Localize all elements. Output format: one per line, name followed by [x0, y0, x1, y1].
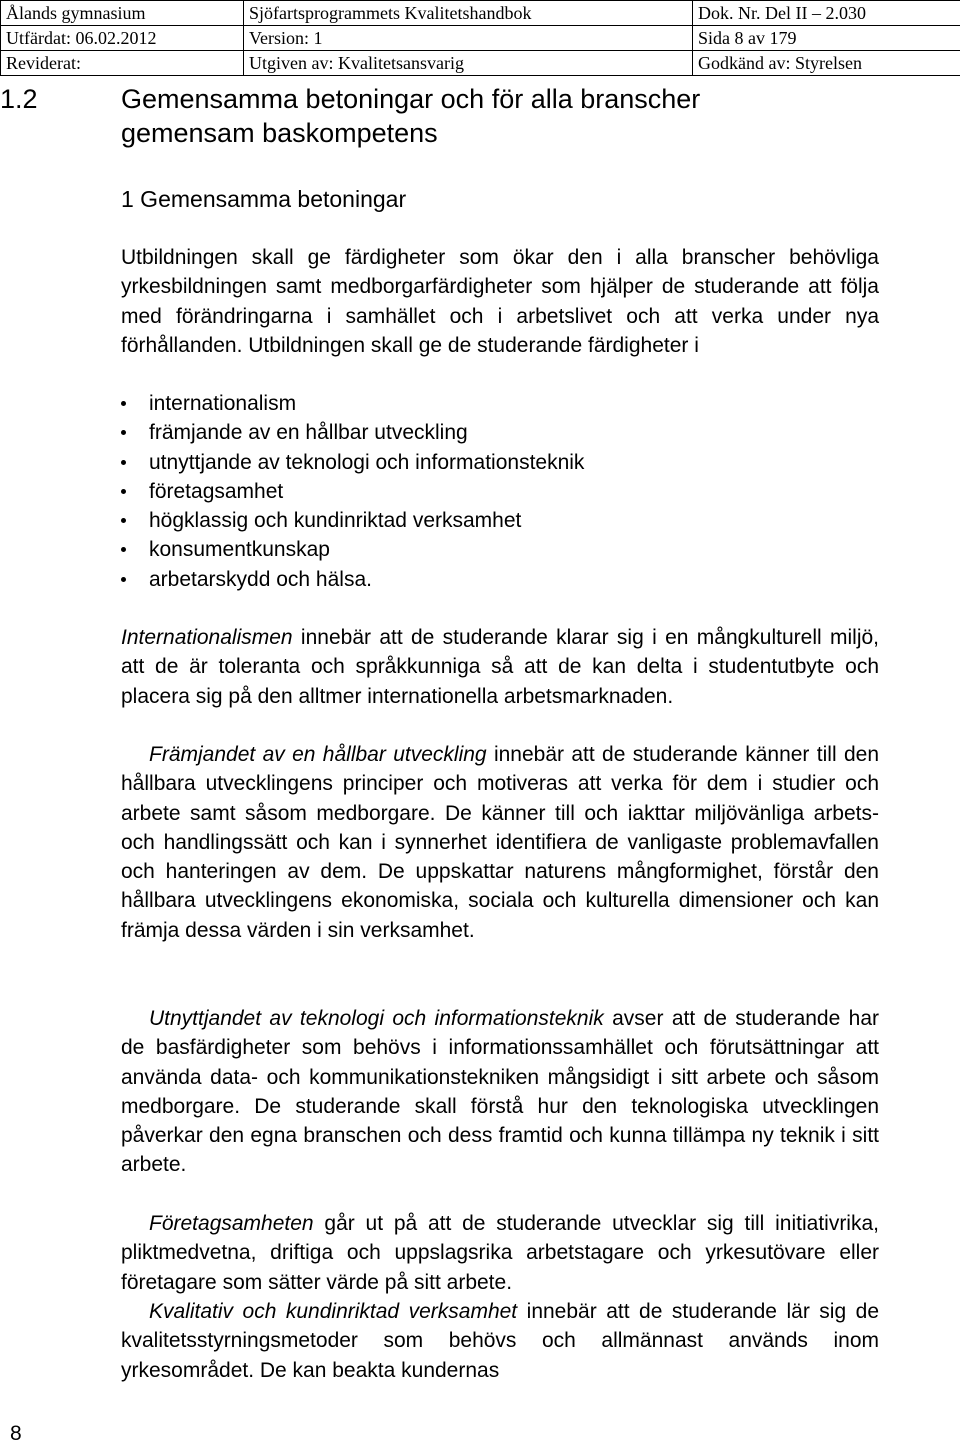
- page-count: Sida 8 av 179: [693, 26, 960, 51]
- skills-list: [121, 389, 584, 594]
- version: Version: 1: [244, 26, 693, 51]
- section-number: 1.2: [0, 84, 38, 114]
- header-row: [1, 26, 960, 51]
- subsection-heading: 1 Gemensamma betoningar: [121, 186, 407, 212]
- bullet-icon: [121, 577, 126, 582]
- document-number: Dok. Nr. Del II – 2.030: [693, 1, 960, 26]
- issued-date: Utfärdat: 06.02.2012: [1, 26, 244, 51]
- bullet-icon: [121, 547, 126, 552]
- list-item: arbetarskydd och hälsa.: [121, 565, 584, 594]
- intro-paragraph: Utbildningen skall ge färdigheter som ökar den i alla branscher behövliga yrkesbildningen samt medborgarfärdigheter som hjälper de studerande att följa med förändringarna i samhället och i arbetslivet och att verka under nya förhållanden. Utbildningen skall ge de studerande färdigheter i: [121, 246, 879, 357]
- bullet-icon: [121, 430, 126, 435]
- document-header: [0, 0, 960, 76]
- list-item: konsumentkunskap: [121, 535, 584, 564]
- header-row: [1, 51, 960, 76]
- paragraph-technology: Utnyttjandet av teknologi och informationsteknik avser att de studerande har de basfärdigheter som behövs i informationssamhället och förutsättningar att använda data- och kommunikationstekniken mångsidigt i sitt arbete och såsom medborgare. De studerande skall förstå hur den teknologiska utvecklingen påverkar den egna branschen och dess framtid och kunna tillämpa ny teknik i sitt arbete.: [121, 1007, 879, 1177]
- paragraph-sustainability: Främjandet av en hållbar utveckling innebär att de studerande känner till den hållbara utvecklingens principer och motiveras att verka för dem i studier och arbete samt såsom medborgare. De känner till och iakttar miljövänliga arbets- och handlingssätt och kan i synnerhet identifiera de vanligaste problemavfallen och hanteringen av dem. De uppskattar naturens mångformighet, förstår den hållbara utvecklingens ekonomiska, sociala och kulturella dimensioner och kan främja dessa värden i sin verksamhet.: [121, 743, 879, 942]
- paragraph-internationalism: Internationalismen innebär att de studerande klarar sig i en mångkulturell miljö, att de är toleranta och språkkunniga så att de kan delta i studentutbyte och placera sig på den alltmer internationella arbetsmarknaden.: [121, 626, 879, 708]
- revised-label: Reviderat:: [1, 51, 244, 76]
- page-number: 8: [10, 1422, 22, 1445]
- list-item: företagsamhet: [121, 477, 584, 506]
- issued-by: Utgiven av: Kvalitetsansvarig: [244, 51, 693, 76]
- bullet-icon: [121, 401, 126, 406]
- bullet-icon: [121, 460, 126, 465]
- bullet-icon: [121, 489, 126, 494]
- paragraph-entrepreneurship: Företagsamheten går ut på att de studerande utvecklar sig till initiativrika, pliktmedvetna, driftiga och uppslagsrika arbetstagare och yrkesutövare eller företagare som sätter värde på sitt arbete.: [121, 1212, 879, 1294]
- paragraph-quality: Kvalitativ och kundinriktad verksamhet innebär att de studerande lär sig de kvalitetsstyrningsmetoder som behövs och allmännast används inom yrkesområdet. De kan beakta kundernas: [121, 1300, 879, 1382]
- handbook-title: Sjöfartsprogrammets Kvalitetshandbok: [244, 1, 693, 26]
- section-title: Gemensamma betoningar och för alla branscher gemensam baskompetens: [121, 84, 701, 148]
- list-item: främjande av en hållbar utveckling: [121, 418, 584, 447]
- bullet-icon: [121, 518, 126, 523]
- list-item: högklassig och kundinriktad verksamhet: [121, 506, 584, 535]
- header-row: [1, 1, 960, 26]
- school-name: Ålands gymnasium: [1, 1, 244, 26]
- list-item: internationalism: [121, 389, 584, 418]
- approved-by: Godkänd av: Styrelsen: [693, 51, 960, 76]
- list-item: utnyttjande av teknologi och informationsteknik: [121, 448, 584, 477]
